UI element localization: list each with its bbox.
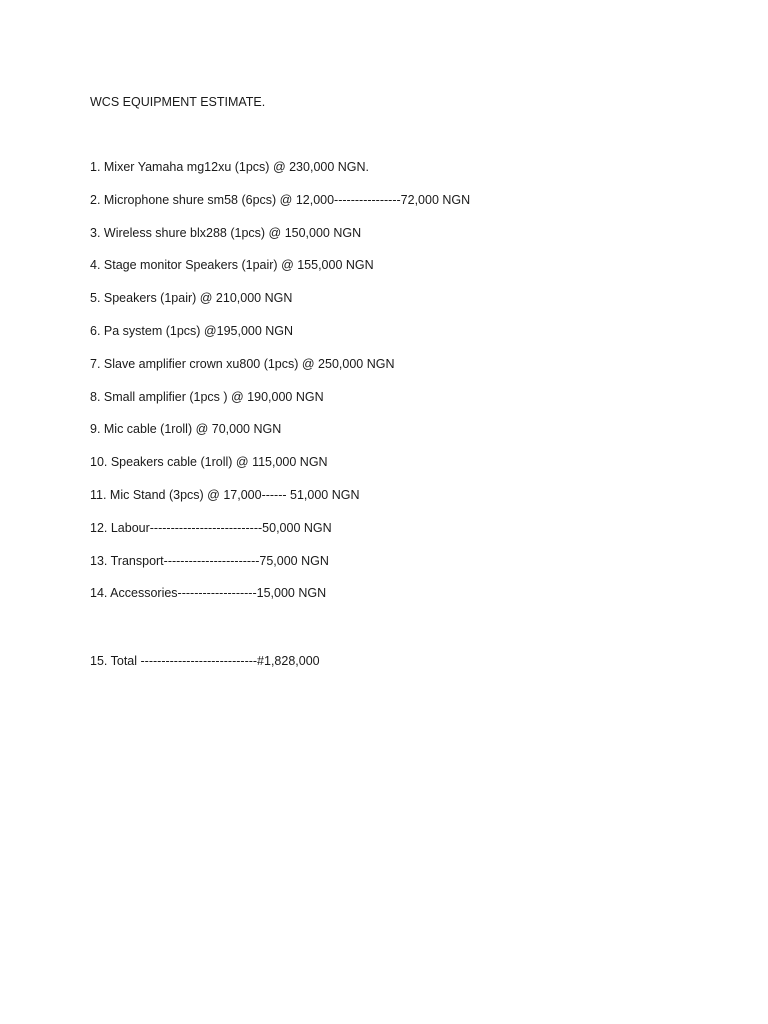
estimate-total: 15. Total ----------------------------#1,828,000 [90,654,320,668]
list-item: 9. Mic cable (1roll) @ 70,000 NGN [90,422,282,437]
list-item: 7. Slave amplifier crown xu800 (1pcs) @ 250,000 NGN [90,356,395,371]
list-item: 12. Labour---------------------------50,000 NGN [90,520,332,535]
document-title: WCS EQUIPMENT ESTIMATE. [90,95,266,109]
list-item: 14. Accessories-------------------15,000 NGN [90,586,327,601]
list-item: 8. Small amplifier (1pcs ) @ 190,000 NGN [90,389,324,404]
list-item: 11. Mic Stand (3pcs) @ 17,000------ 51,000 NGN [90,487,360,502]
list-item: 6. Pa system (1pcs) @195,000 NGN [90,323,294,338]
list-item: 10. Speakers cable (1roll) @ 115,000 NGN [90,455,328,470]
list-item: 2. Microphone shure sm58 (6pcs) @ 12,000----------------72,000 NGN [90,192,471,207]
list-item: 1. Mixer Yamaha mg12xu (1pcs) @ 230,000 NGN. [90,160,370,174]
list-item: 5. Speakers (1pair) @ 210,000 NGN [90,291,293,306]
list-item: 4. Stage monitor Speakers (1pair) @ 155,000 NGN [90,258,374,273]
list-item: 3. Wireless shure blx288 (1pcs) @ 150,000 NGN [90,225,362,240]
estimate-list [90,159,470,618]
list-item: 13. Transport-----------------------75,000 NGN [90,553,329,568]
